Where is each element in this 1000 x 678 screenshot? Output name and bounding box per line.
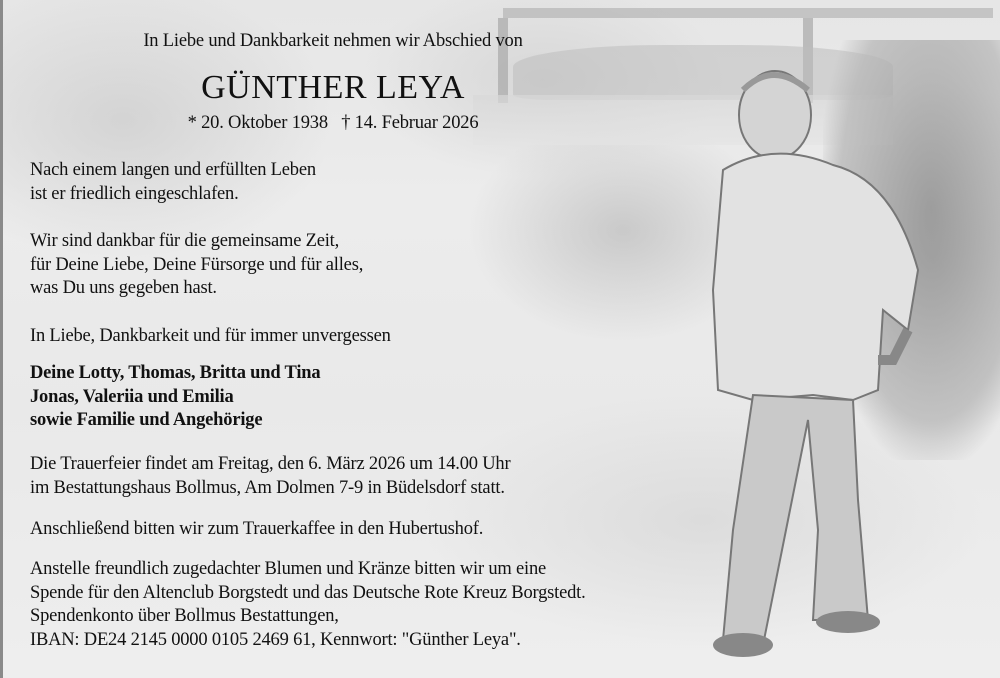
text-line: Spendenkonto über Bollmus Bestattungen, [30,606,339,627]
text-line: für Deine Liebe, Deine Fürsorge und für alles, [30,254,364,275]
text-line: ist er friedlich eingeschlafen. [30,183,239,204]
text-line: Nach einem langen und erfüllten Leben [30,160,316,180]
text-line: was Du uns gegeben hast. [30,278,217,299]
deceased-name: GÜNTHER LEYA [201,69,465,106]
text-line: im Bestattungshaus Bollmus, Am Dolmen 7-9 in Büdelsdorf statt. [30,477,505,498]
paragraph-gratitude [30,230,363,301]
death-date: † 14. Februar 2026 [341,113,479,133]
text-line: Anstelle freundlich zugedachter Blumen und Kränze bitten wir um eine [30,559,547,579]
portrait-photo [693,60,933,670]
service-info [30,453,510,500]
intro-line: In Liebe und Dankbarkeit nehmen wir Abschied von [143,31,523,51]
life-dates [3,112,663,136]
mourners-list [30,362,320,433]
paragraph-life [30,159,316,206]
paragraph-remembrance: In Liebe, Dankbarkeit und für immer unvergessen [30,326,391,346]
donation-info [30,558,586,652]
text-line: Wir sind dankbar für die gemeinsame Zeit, [30,231,340,251]
mourner-line: Jonas, Valeriia und Emilia [30,386,234,407]
iban-line: IBAN: DE24 2145 0000 0105 2469 61, Kennwort: "Günther Leya". [30,629,521,650]
birth-date: * 20. Oktober 1938 [187,113,328,133]
bridge-background [503,8,993,18]
mourner-line: sowie Familie und Angehörige [30,410,263,431]
text-line: Spende für den Altenclub Borgstedt und das Deutsche Rote Kreuz Borgstedt. [30,582,586,603]
reception-info: Anschließend bitten wir zum Trauerkaffee in den Hubertushof. [30,519,484,539]
text-line: Die Trauerfeier findet am Freitag, den 6. März 2026 um 14.00 Uhr [30,454,511,474]
mourner-line: Deine Lotty, Thomas, Britta und Tina [30,363,321,383]
